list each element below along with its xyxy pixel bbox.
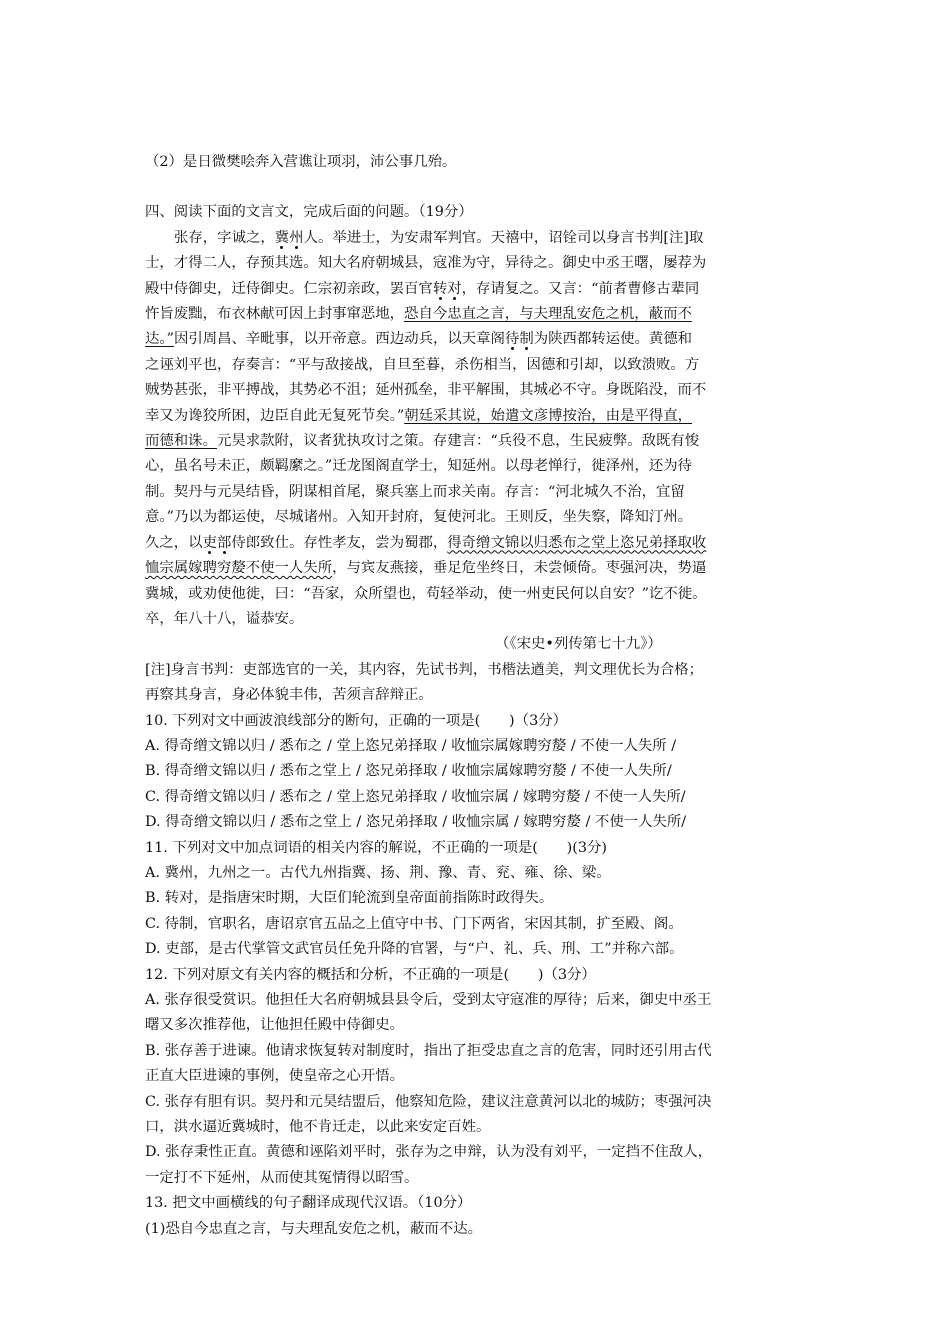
option-a: A. 得奇缯文锦以归 / 悉布之 / 堂上恣兄弟择取 / 收恤宗属嫁聘穷嫠 / 不使一人失所 / — [145, 737, 677, 754]
question-10 — [145, 709, 810, 836]
option-b: B. 转对，是指唐宋时期，大臣们轮流到皇帝面前指陈时政得失。 — [145, 890, 554, 907]
passage-line — [145, 429, 810, 454]
option-c: C. 得奇缯文锦以归 / 悉布之 / 堂上恣兄弟择取 / 收恤宗属 / 嫁聘穷嫠 / 不使一人失所/ — [145, 788, 686, 805]
text: 侍郎致仕。存性孝友，尝为蜀郡， — [231, 534, 448, 551]
option-d: D. 张存秉性正直。黄德和诬陷刘平时，张存为之申辩，认为没有刘平，一定挡不住敌人， — [145, 1144, 713, 1161]
spacer — [145, 175, 810, 200]
wavy-underlined-passage-end: 恤宗属嫁聘穷嫠不使一人失所 — [145, 560, 333, 577]
text: 元昊求款附，议者犹执攻讨之策。存建言：“兵役不息，生民疲弊。敌既有悛 — [216, 433, 700, 450]
passage-line — [145, 531, 810, 556]
prev-question-line: （2）是日微樊哙奔入营谯让项羽，沛公事几殆。 — [145, 154, 457, 170]
option-a-cont: 曙又多次推荐他，让他担任殿中侍御史。 — [145, 1017, 405, 1034]
option-d: D. 得奇缯文锦以归 / 悉布之堂上 / 恣兄弟择取 / 收恤宗属 / 嫁聘穷嫠 / 不使一人失所/ — [145, 814, 687, 831]
text: 殿中侍御史，迁侍御史。仁宗初亲政，罢百官 — [145, 280, 433, 297]
option-a: A. 张存很受赏识。他担任大名府朝城县县令后，受到太守寇准的厚待；后来，御史中丞王 — [145, 992, 712, 1008]
option-b: B. 张存善于进谏。他请求恢复转对制度时，指出了拒受忠直之言的危害，同时还引用古代 — [145, 1042, 712, 1059]
text: 久之，以 — [145, 534, 203, 551]
passage-line — [145, 226, 810, 251]
text: 忤旨废黜，布衣林献可因上封事窜恶地， — [145, 306, 405, 323]
question-stem: 13. 把文中画横线的句子翻译成现代汉语。（10分） — [145, 1195, 472, 1212]
note-line: 再察其身言，身必体貌丰伟，苦须言辞辩正。 — [145, 687, 433, 704]
text: 因引周昌、辛毗事，以开帝意。西边动兵，以天章阁 — [173, 331, 505, 348]
translation-item-1: (1)恐自今忠直之言，与夫理乱安危之机，蔽而不达。 — [145, 1220, 482, 1237]
dotted-word-daizhi: 待制 — [504, 331, 534, 348]
option-c: C. 张存有胆有识。契丹和元昊结盟后，他察知危险，建议注意黄河以北的城防；枣强河决 — [145, 1093, 712, 1110]
question-stem: 11. 下列对文中加点词语的相关内容的解说，不正确的一项是( )(3分) — [145, 839, 608, 856]
option-c-cont: 口，洪水逼近冀城时，他不肯迁走，以此来安定百姓。 — [145, 1119, 491, 1136]
question-11 — [145, 836, 810, 963]
question-stem: 10. 下列对文中画波浪线部分的断句，正确的一项是( )（3分） — [145, 712, 568, 729]
passage-line: 贼势甚张，非平搏战，其势必不沮；延州孤垒，非平解围，其城必不守。身既陷没，而不 — [145, 382, 707, 399]
passage-line: 士，才得二人，存预其选。知大名府朝城县，寇准为守，异待之。御史中丞王曙，屡荐为 — [145, 255, 707, 272]
question-stem: 12. 下列对原文有关内容的概括和分析，不正确的一项是( )（3分） — [145, 966, 596, 983]
underlined-sentence-1: 恐自今忠直之言，与夫理乱安危之机，蔽而不 — [404, 306, 692, 323]
question-13 — [145, 1191, 810, 1242]
question-12 — [145, 963, 810, 1192]
passage-line — [145, 327, 810, 352]
text: 幸又为谗狡所困，边臣自此无复死节矣。” — [145, 407, 405, 424]
passage-line — [145, 277, 810, 302]
passage-line: 之诬刘平也，存奏言：“平与敌接战，自旦至暮，杀伤相当，因德和引却，以致溃败。方 — [145, 356, 700, 373]
dotted-word-libu: 吏部 — [202, 534, 232, 551]
exam-page — [145, 150, 810, 1242]
underlined-sentence-2: 朝廷采其说，始遣文彦博按治，由是平得直， — [404, 407, 693, 424]
text: 人。举进士，为安肃军判官。天禧中，诏铨司以身言书判[注]取 — [303, 229, 704, 246]
text: ，与宾友燕接，垂足危坐终日，未尝倾倚。枣强河决，势逼 — [332, 560, 707, 577]
wavy-underlined-passage: 得奇缯文锦以归悉布之堂上恣兄弟择取收 — [447, 534, 707, 551]
option-b-cont: 正直大臣进谏的事例，使皇帝之心开悟。 — [145, 1068, 405, 1085]
passage-line — [145, 302, 810, 327]
passage-line: 心，虽名号未正，颇羁縻之。”迁龙图阁直学士，知延州。以母老惮行，徙泽州，还为待 — [145, 458, 693, 475]
text: 为陕西都转运使。黄德和 — [533, 331, 693, 348]
passage-line: 冀城，或劝使他徙，曰：“吾家，众所望也，苟轻举动，使一州吏民何以自安？”讫不徙。 — [145, 585, 707, 602]
classical-passage — [145, 226, 810, 633]
text: ，存请复之。又言：“前者曹修古辈同 — [461, 280, 700, 297]
note-line: [注]身言书判：吏部选官的一关，其内容，先试书判，书楷法遒美，判文理优长为合格； — [145, 661, 704, 678]
option-c: C. 待制，官职名，唐诏京官五品之上值守中书、门下两省，宋因其制，扩至殿、阁。 — [145, 915, 683, 932]
passage-line — [145, 404, 810, 429]
underlined-sentence-1-end: 达。” — [145, 331, 174, 348]
dotted-word-zhuandui: 转对 — [432, 280, 462, 297]
option-d-cont: 一定打不下延州，从而使其冤情得以昭雪。 — [145, 1169, 419, 1186]
underlined-sentence-2-end: 而德和诛。 — [145, 433, 217, 450]
option-a: A. 冀州，九州之一。古代九州指冀、扬、荆、豫、青、兖、雍、徐、梁。 — [145, 864, 611, 881]
passage-line: 卒，年八十八，谥恭安。 — [145, 610, 304, 627]
passage-line: 制。契丹与元昊结昏，阴谋相首尾，聚兵塞上而求关南。存言：“河北城久不治，宜留 — [145, 483, 685, 500]
option-d: D. 吏部，是古代掌管文武官员任免升降的官署，与“户、礼、兵、刑、工”并称六部。 — [145, 941, 684, 958]
source-citation: （《宋史•列传第七十九》） — [495, 636, 662, 653]
text: 张存，字诚之， — [174, 229, 275, 246]
passage-line: 意。”乃以为都运使，尽城诸州。入知开封府，复使河北。王则反，坐失察，降知汀州。 — [145, 509, 693, 526]
passage-line — [145, 556, 810, 581]
dotted-word-jizhou: 冀州 — [274, 229, 304, 246]
option-b: B. 得奇缯文锦以归 / 悉布之堂上 / 恣兄弟择取 / 收恤宗属嫁聘穷嫠 / 不使一人失所/ — [145, 763, 672, 780]
section-title: 四、阅读下面的文言文，完成后面的问题。（19分） — [145, 204, 473, 221]
